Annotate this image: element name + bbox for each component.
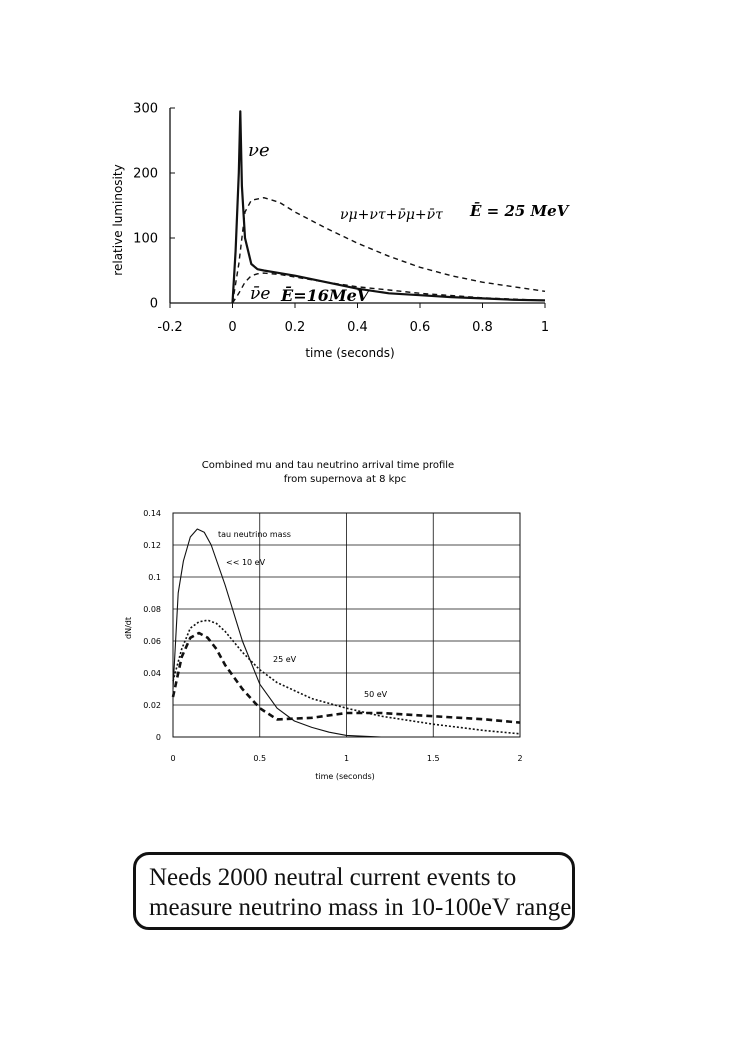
y-tick-label: 0.02	[143, 700, 161, 710]
y-tick-label: 0.14	[143, 508, 161, 518]
y-tick-label: 300	[133, 101, 158, 117]
y-tick-label: 0.06	[143, 636, 161, 646]
chart-arrival-profile	[124, 460, 523, 781]
annotation-energy-25: Ē = 25 MeV	[470, 202, 569, 220]
x-axis-label: time (seconds)	[315, 772, 375, 781]
y-axis-label: dN/dt	[124, 617, 133, 639]
x-tick-label: 0	[228, 320, 237, 335]
y-tick-label: 0	[149, 296, 158, 312]
y-tick-label: 200	[133, 166, 158, 182]
series-line-dashed-3	[233, 273, 546, 303]
y-tick-label: 0.12	[143, 540, 161, 550]
x-tick-label: 0.4	[347, 320, 368, 335]
annotation-10-ev: << 10 eV	[226, 558, 266, 567]
callout-line-1: Needs 2000 neutral current events to	[149, 864, 517, 891]
x-tick-label: 0.5	[253, 754, 267, 763]
x-tick-label: 0.8	[472, 320, 493, 335]
x-tick-label: 0.2	[284, 320, 306, 335]
callout-box	[133, 852, 575, 930]
y-tick-label: 0.1	[148, 572, 161, 582]
x-tick-label: 1	[343, 754, 350, 763]
chart-subtitle: from supernova at 8 kpc	[283, 474, 407, 485]
x-axis-label: time (seconds)	[305, 346, 395, 360]
x-tick-label: 0.6	[409, 320, 431, 335]
annotation-mass-heading: tau neutrino mass	[218, 530, 291, 539]
annotation-energy-16: Ē=16MeV	[281, 286, 370, 305]
y-tick-label: 0	[155, 732, 161, 742]
y-tick-label: 0.08	[143, 604, 161, 614]
y-tick-label: 100	[133, 231, 158, 247]
x-tick-label: 1	[540, 320, 550, 335]
x-tick-label: 1.5	[426, 754, 440, 763]
annotation-50-ev: 50 eV	[364, 690, 388, 699]
x-tick-label: 0	[170, 754, 176, 763]
y-axis-label: relative luminosity	[111, 164, 125, 276]
annotation-25-ev: 25 eV	[273, 655, 297, 664]
chart-luminosity	[111, 102, 570, 360]
x-tick-label: 2	[517, 754, 523, 763]
annotation-nu-e-bar: ν̄e	[250, 284, 271, 304]
series-line-solid-1	[173, 529, 381, 737]
callout-line-2: measure neutrino mass in 10-100eV range	[149, 894, 572, 921]
chart-title: Combined mu and tau neutrino arrival time profile	[201, 460, 455, 471]
annotation-nu-e: νe	[248, 140, 270, 161]
x-tick-label: -0.2	[157, 320, 183, 335]
y-tick-label: 0.04	[143, 668, 161, 678]
annotation-nu-mu-tau: νμ+ντ+ν̄μ+ν̄τ	[340, 207, 443, 223]
